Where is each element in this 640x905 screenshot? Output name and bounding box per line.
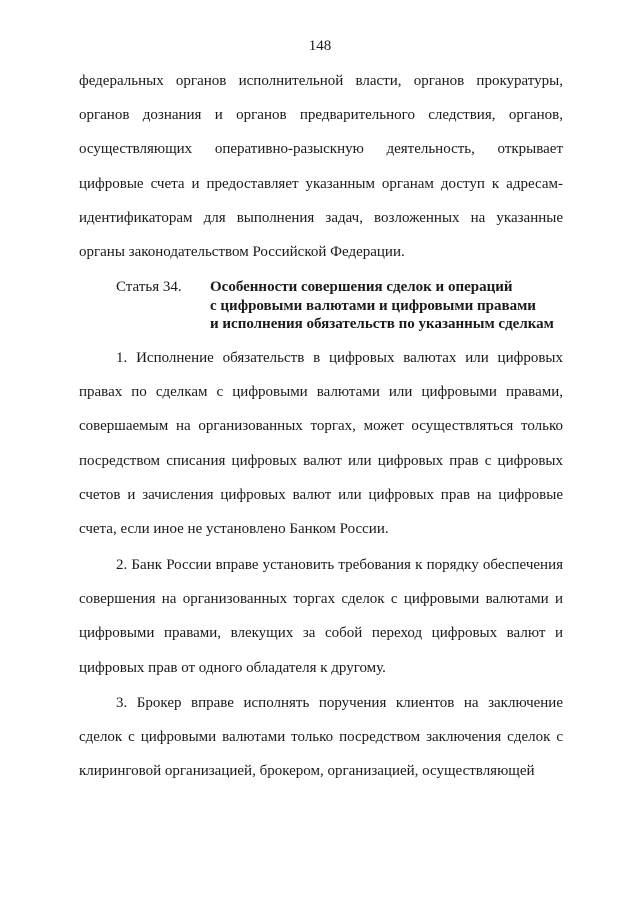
page-number: 148: [308, 38, 332, 54]
paragraph-continuation: федеральных органов исполнительной власти, органов прокуратуры, органов дознания и органов предварительного следствия, органов, осуществляющих оперативно-разыскную деятельность, открывает цифровые счета и предоставляет указанным органам доступ к адресам-идентификаторам для выполнения задач, возложенных на указанные органы законодательством Российской Федерации.: [79, 73, 563, 261]
article-number: Статья 34.: [116, 279, 182, 295]
paragraph-clause-3: 3. Брокер вправе исполнять поручения клиентов на заключение сделок с цифровыми валютами только посредством заключения сделок с клиринговой организацией, брокером, организацией, осуществляющей: [79, 695, 563, 780]
paragraph-clause-1: 1. Исполнение обязательств в цифровых валютах или цифровых правах по сделкам с цифровыми валютами или цифровыми правами, совершаемым на организованных торгах, может осуществляться только посредством списания цифровых валют или цифровых прав с цифровых счетов и зачисления цифровых валют или цифровых прав на цифровые счета, если иное не установлено Банком России.: [79, 350, 563, 538]
article-title: Особенности совершения сделок и операций с цифровыми валютами и цифровыми правами и исполнения обязательств по указанным сделкам: [210, 279, 554, 332]
paragraph-clause-2: 2. Банк России вправе установить требования к порядку обеспечения совершения на организованных торгах сделок с цифровыми валютами и цифровыми правами, влекущих за собой переход цифровых валют и цифровых прав от одного обладателя к другому.: [79, 557, 563, 676]
